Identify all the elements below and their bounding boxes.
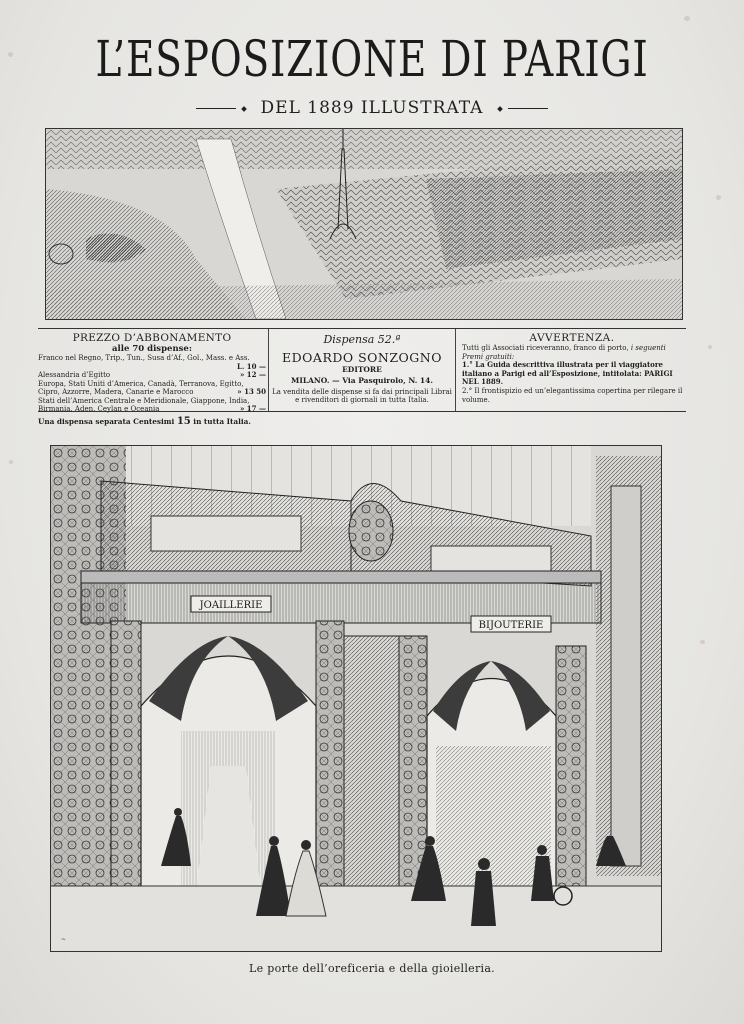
svg-text:~: ~ [61,936,67,943]
publisher-name: EDOARDO SONZOGNO [282,350,442,365]
notice-column [458,329,686,411]
notice-item-1: 1.° La Guida descrittiva illustrata per il viaggiatore italiano a Parigi ed all’Esposizione, intitolata: PARIGI NEL 1889. [462,360,673,387]
foxing-spot [8,52,13,57]
foxing-spot [9,460,13,464]
subtitle-text: DEL 1889 ILLUSTRATA [260,98,484,118]
sign-joaillerie: JOAILLERIE [199,600,263,611]
rate-row: Cipro, Azzorre, Madera, Canarie e Marocco » 13 50 [38,388,266,396]
illustration-caption: Le porte dell’oreficeria e della gioielleria. [249,962,495,975]
info-bar [38,328,686,427]
subscription-column [38,329,266,427]
sales-note: La vendita delle dispense si fa dai principali Librai e rivenditori di giornali in tutta Italia. [272,388,452,404]
single-issue-price: Una dispensa separata Centesimi 15 in tutta Italia. [38,415,251,427]
exposition-panorama [45,128,683,320]
rate-row: Stati dell’America Centrale e Meridionale, Giappone, India, [38,396,250,405]
masthead-subtitle [0,98,744,118]
notice-item-2: 2.° Il frontispizio ed un’elegantissima copertina per rilegare il volume. [462,386,683,404]
masthead-title: L’ESPOSIZIONE DI PARIGI [95,30,649,88]
subscription-heading: PREZZO D’ABBONAMENTO [72,332,232,344]
rate-row: Franco nel Regno, Trip., Tun., Susa d’Af., Gol., Mass. e Ass. L. 10 — [38,354,266,371]
rate-row: Birmania, Aden, Ceylan e Oceania » 17 — [38,405,266,413]
sign-bijouterie: BIJOUTERIE [478,620,544,631]
rate-row: Alessandria d’Egitto » 12 — [38,371,266,379]
notice-heading: AVVERTENZA. [529,332,615,344]
gates-engraving [51,446,661,951]
issue-number: Dispensa 52.ª [323,333,401,346]
notice-intro: Tutti gli Associati riceveranno, franco di porto, i seguenti Premi gratuiti: [462,344,666,361]
foxing-spot [700,640,705,644]
subscription-subheading: alle 70 dispense: [112,344,192,354]
publisher-address: MILANO. — Via Pasquirolo, N. 14. [291,376,433,385]
foxing-spot [716,195,721,200]
jewelry-gates-illustration [50,445,662,952]
publisher-column [268,329,456,411]
foxing-spot [684,16,690,21]
panorama-engraving [46,129,682,319]
rate-row: Europa, Stati Uniti d’America, Canadà, Terranova, Egitto, [38,379,244,388]
publisher-role: EDITORE [342,365,382,374]
foxing-spot [708,345,712,349]
